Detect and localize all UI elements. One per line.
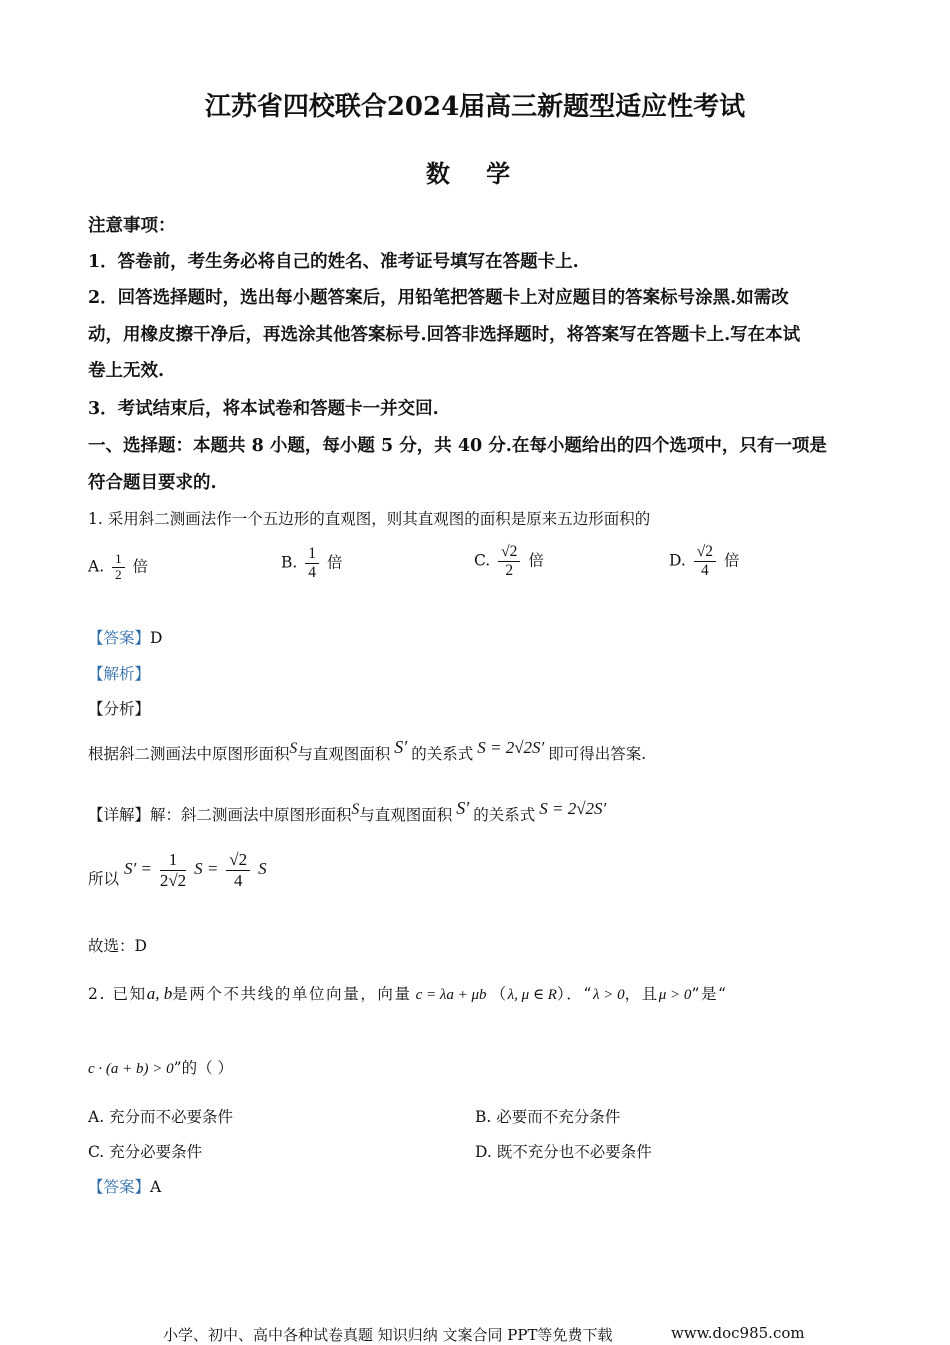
q1-analysis-tag: 【解析】 — [88, 665, 151, 683]
answer-tag: 【答案】 — [88, 1178, 151, 1196]
exam-title: 江苏省四校联合2024届高三新题型适应性考试 — [204, 92, 746, 122]
text-segment: ）．“ — [556, 985, 593, 1003]
math-mid: S = — [194, 859, 219, 879]
q2-stem-line-2 — [88, 1056, 233, 1078]
fraction-numerator: √2 — [498, 543, 520, 562]
text-segment: 2. 已知 — [88, 985, 147, 1003]
fraction-denominator: 4 — [308, 563, 317, 581]
text-segment: 即可得出答案. — [548, 745, 647, 763]
text-segment: 与直观图面积 — [297, 745, 391, 763]
q2-option-d: D. 既不充分也不必要条件 — [475, 1143, 652, 1161]
q1-stem: 1. 采用斜二测画法作一个五边形的直观图，则其直观图的面积是原来五边形面积的 — [88, 510, 651, 528]
q1-option-d-fraction — [694, 543, 716, 580]
text-segment: 的关系式 — [473, 806, 536, 824]
q1-option-b — [281, 545, 342, 582]
answer-value: D — [150, 629, 163, 647]
q1-suoyi — [88, 850, 267, 890]
math-lambda: λ > 0 — [592, 987, 625, 1003]
q1-option-a-fraction — [112, 552, 125, 583]
fraction-denominator: 2 — [115, 566, 122, 582]
footer-text: 小学、初中、高中各种试卷真题 知识归纳 文案合同 PPT等免费下载 — [163, 1326, 613, 1344]
math-s-prime: S′ — [394, 737, 408, 757]
notice-item-2-line-3: 卷上无效. — [88, 361, 165, 381]
q1-answer — [88, 626, 162, 648]
q1-option-a-label: A. — [88, 557, 105, 576]
math-end: S — [258, 859, 267, 879]
math-s-prime: S′ — [456, 798, 470, 818]
q1-option-d-label: D. — [669, 551, 686, 570]
math-dot-product: c · (a + b) > 0 — [88, 1061, 174, 1077]
suoyi-fraction-1 — [160, 850, 186, 890]
fraction-denominator: 4 — [701, 561, 709, 579]
q1-detail-text — [88, 798, 610, 825]
text-segment: ”是“ — [691, 985, 728, 1003]
q2-option-c: C. 充分必要条件 — [88, 1143, 203, 1161]
fraction-numerator: 1 — [305, 545, 319, 564]
math-s: S — [351, 801, 360, 818]
text-segment: ，且 — [624, 985, 659, 1003]
section-1-line-1: 一、选择题：本题共 8 小题，每小题 5 分，共 40 分.在每小题给出的四个选项中，只有一项是 — [88, 436, 827, 456]
q2-option-a: A. 充分而不必要条件 — [88, 1108, 234, 1126]
text-segment: 的关系式 — [411, 745, 474, 763]
answer-tag: 【答案】 — [88, 629, 151, 647]
q1-option-a-unit: 倍 — [132, 557, 149, 576]
section-1-line-2: 符合题目要求的. — [88, 473, 217, 493]
q1-option-c-fraction — [498, 543, 520, 580]
math-ab: a, b — [146, 984, 173, 1003]
q1-option-c-unit: 倍 — [528, 551, 544, 570]
math-s: S — [289, 740, 298, 757]
text-segment: 所以 — [88, 870, 120, 889]
q1-option-d — [669, 543, 739, 580]
text-segment: 是两个不共线的单位向量，向量 — [172, 985, 412, 1003]
fraction-numerator: √2 — [694, 543, 716, 562]
math-formula: S = 2√2S′ — [477, 738, 545, 757]
fraction-numerator: √2 — [226, 850, 250, 871]
text-segment: 根据斜二测画法中原图形面积 — [88, 745, 290, 763]
q2-stem-line-1 — [88, 982, 728, 1004]
q1-fenxi-tag: 【分析】 — [88, 700, 151, 718]
suoyi-fraction-2 — [226, 850, 250, 890]
math-condition: λ, μ ∈ R — [507, 987, 557, 1003]
notice-heading: 注意事项： — [88, 216, 176, 236]
text-segment: ”的（ ） — [173, 1059, 234, 1077]
fraction-denominator: 4 — [233, 870, 243, 890]
math-vector-c: c = λa + μb — [415, 987, 487, 1003]
text-segment: （ — [490, 985, 508, 1003]
q2-option-b: B. 必要而不充分条件 — [475, 1108, 621, 1126]
text-segment: 解：斜二测画法中原图形面积 — [150, 806, 352, 824]
answer-value: A — [150, 1178, 162, 1196]
text-segment: 与直观图面积 — [359, 806, 453, 824]
fraction-denominator: 2√2 — [159, 870, 187, 890]
fraction-denominator: 2 — [505, 561, 514, 579]
q1-option-b-unit: 倍 — [326, 553, 343, 572]
q1-guxuan: 故选：D — [88, 937, 147, 955]
q1-option-c — [474, 543, 544, 580]
q1-option-a — [88, 552, 148, 583]
q1-fenxi-text — [88, 737, 647, 764]
q1-option-b-label: B. — [281, 553, 298, 572]
math-mu: μ > 0 — [658, 987, 692, 1003]
math-formula: S = 2√2S′ — [539, 799, 607, 818]
q1-option-d-unit: 倍 — [723, 551, 740, 570]
fraction-numerator: 1 — [112, 552, 125, 568]
q2-answer — [88, 1175, 161, 1197]
notice-item-1: 1．答卷前，考生务必将自己的姓名、准考证号填写在答题卡上. — [88, 252, 579, 272]
math-lhs: S′ = — [123, 859, 152, 879]
notice-item-3: 3．考试结束后，将本试卷和答题卡一并交回. — [88, 399, 439, 419]
subject-title: 数 学 — [425, 159, 525, 188]
notice-item-2-line-2: 动，用橡皮擦干净后，再选涂其他答案标号.回答非选择题时，将答案写在答题卡上.写在本试 — [88, 325, 801, 345]
detail-tag: 【详解】 — [88, 806, 151, 824]
q1-option-c-label: C. — [474, 551, 491, 570]
fraction-numerator: 1 — [160, 850, 186, 871]
footer-url[interactable]: www.doc985.com — [671, 1324, 805, 1342]
notice-item-2-line-1: 2．回答选择题时，选出每小题答案后，用铅笔把答题卡上对应题目的答案标号涂黑.如需改 — [88, 288, 789, 308]
q1-option-b-fraction — [305, 545, 319, 582]
